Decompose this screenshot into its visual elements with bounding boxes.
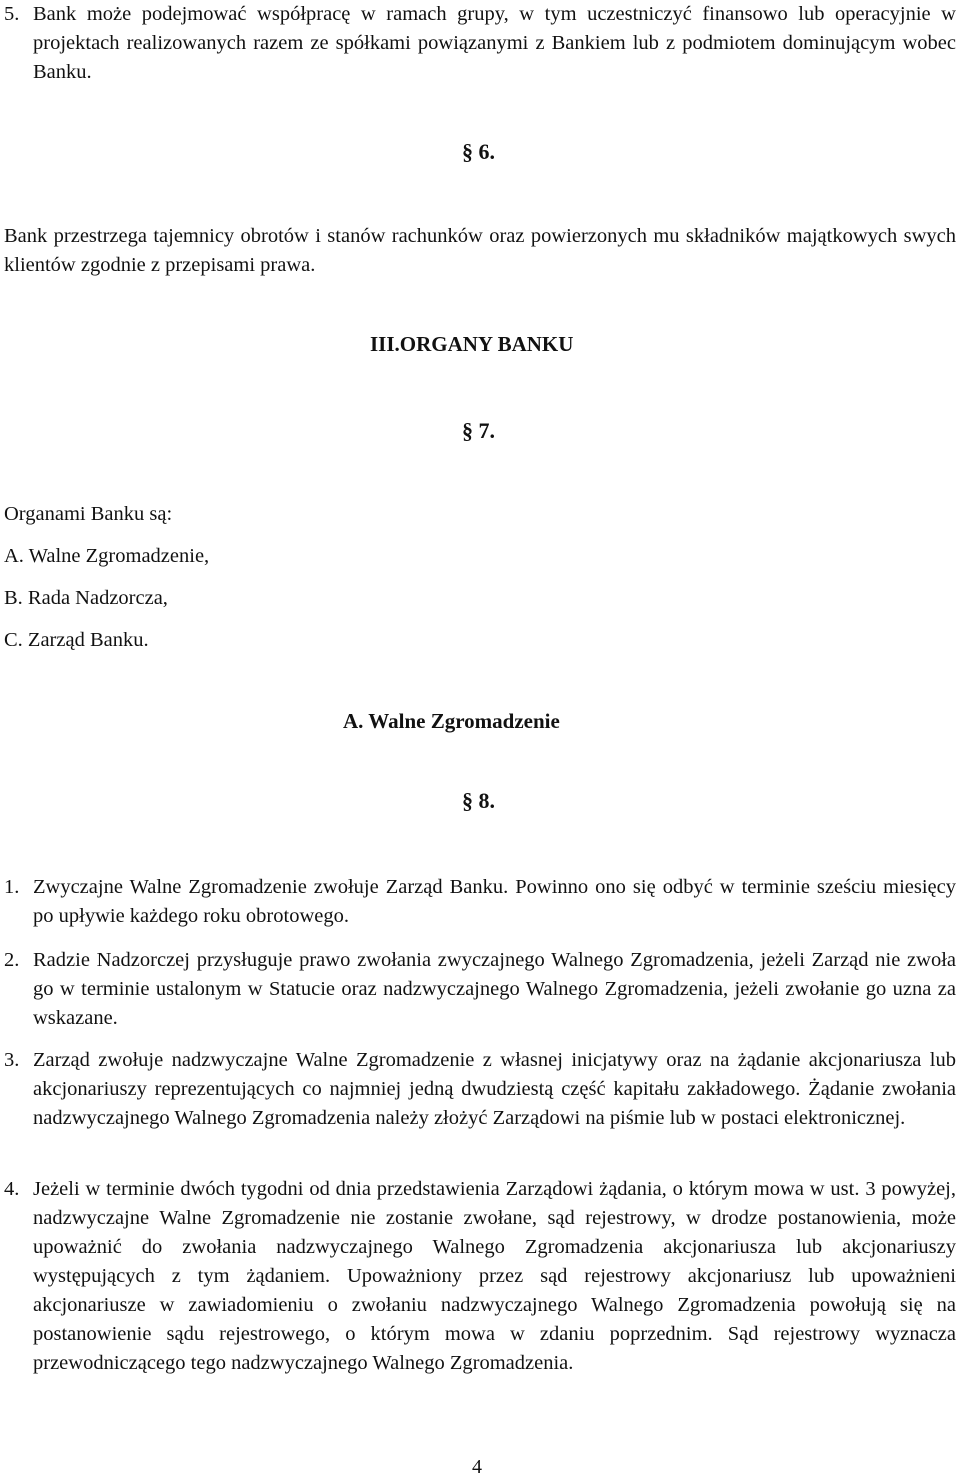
- chapter-title: III.ORGANY BANKU: [370, 332, 574, 356]
- clause-5: [4, 0, 956, 87]
- item-text: Zwyczajne Walne Zgromadzenie zwołuje Zarząd Banku. Powinno ono się odbyć w terminie sześciu miesięcy po upływie każdego roku obrotowego.: [33, 876, 956, 927]
- item-number: 4.: [4, 1178, 20, 1200]
- section-8-item-1: [4, 873, 956, 931]
- page-number: 4: [472, 1456, 482, 1478]
- section-8-item-4: [4, 1175, 956, 1378]
- item-text: Zarząd zwołuje nadzwyczajne Walne Zgromadzenie z własnej inicjatywy oraz na żądanie akcjonariusza lub akcjonariuszy reprezentujących co najmniej jedną dwudziestą część kapitału zakładowego. Żądanie zwołania nadzwyczajnego Walnego Zgromadzenia należy złożyć Zarządowi na piśmie lub w postaci elektronicznej.: [33, 1049, 956, 1129]
- subsection-title: A. Walne Zgromadzenie: [343, 709, 560, 733]
- clause-number: 5.: [4, 3, 20, 25]
- section-8-item-3: [4, 1046, 956, 1133]
- item-number: 1.: [4, 876, 20, 898]
- section-7-intro: Organami Banku są:: [4, 503, 173, 525]
- item-number: 2.: [4, 949, 20, 971]
- item-text: Radzie Nadzorczej przysługuje prawo zwołania zwyczajnego Walnego Zgromadzenia, jeżeli Zarząd nie zwoła go w terminie ustalonym w Statucie oraz nadzwyczajnego Walnego Zgromadzenia, jeżeli zwołanie go uzna za wskazane.: [33, 949, 956, 1029]
- organ-list-item: A. Walne Zgromadzenie,: [4, 545, 210, 567]
- organ-list-item: B. Rada Nadzorcza,: [4, 587, 168, 609]
- section-mark-6: § 6.: [462, 139, 495, 164]
- organ-list-item: C. Zarząd Banku.: [4, 629, 149, 651]
- section-8-item-2: [4, 946, 956, 1033]
- section-mark-8: § 8.: [462, 788, 495, 813]
- section-mark-7: § 7.: [462, 418, 495, 443]
- item-number: 3.: [4, 1049, 20, 1071]
- section-6-text: Bank przestrzega tajemnicy obrotów i stanów rachunków oraz powierzonych mu składników majątkowych swych klientów zgodnie z przepisami prawa.: [4, 225, 956, 276]
- item-text: Jeżeli w terminie dwóch tygodni od dnia przedstawienia Zarządowi żądania, o którym mowa w ust. 3 powyżej, nadzwyczajne Walne Zgromadzenie nie zostanie zwołane, sąd rejestrowy, w drodze postanowienia, może upoważnić do zwołania nadzwyczajnego Walnego Zgromadzenia akcjonariusza lub akcjonariuszy występujących z tym żądaniem. Upoważniony przez sąd rejestrowy akcjonariusz lub upoważnieni akcjonariusze w zawiadomieniu o zwołaniu nadzwyczajnego Walnego Zgromadzenia powołują się na postanowienie sądu rejestrowego, o którym mowa w zdaniu poprzednim. Sąd rejestrowy wyznacza przewodniczącego tego nadzwyczajnego Walnego Zgromadzenia.: [33, 1178, 956, 1374]
- clause-text: Bank może podejmować współpracę w ramach grupy, w tym uczestniczyć finansowo lub operacyjnie w projektach realizowanych razem ze spółkami powiązanymi z Bankiem lub z podmiotem dominującym wobec Banku.: [33, 3, 956, 83]
